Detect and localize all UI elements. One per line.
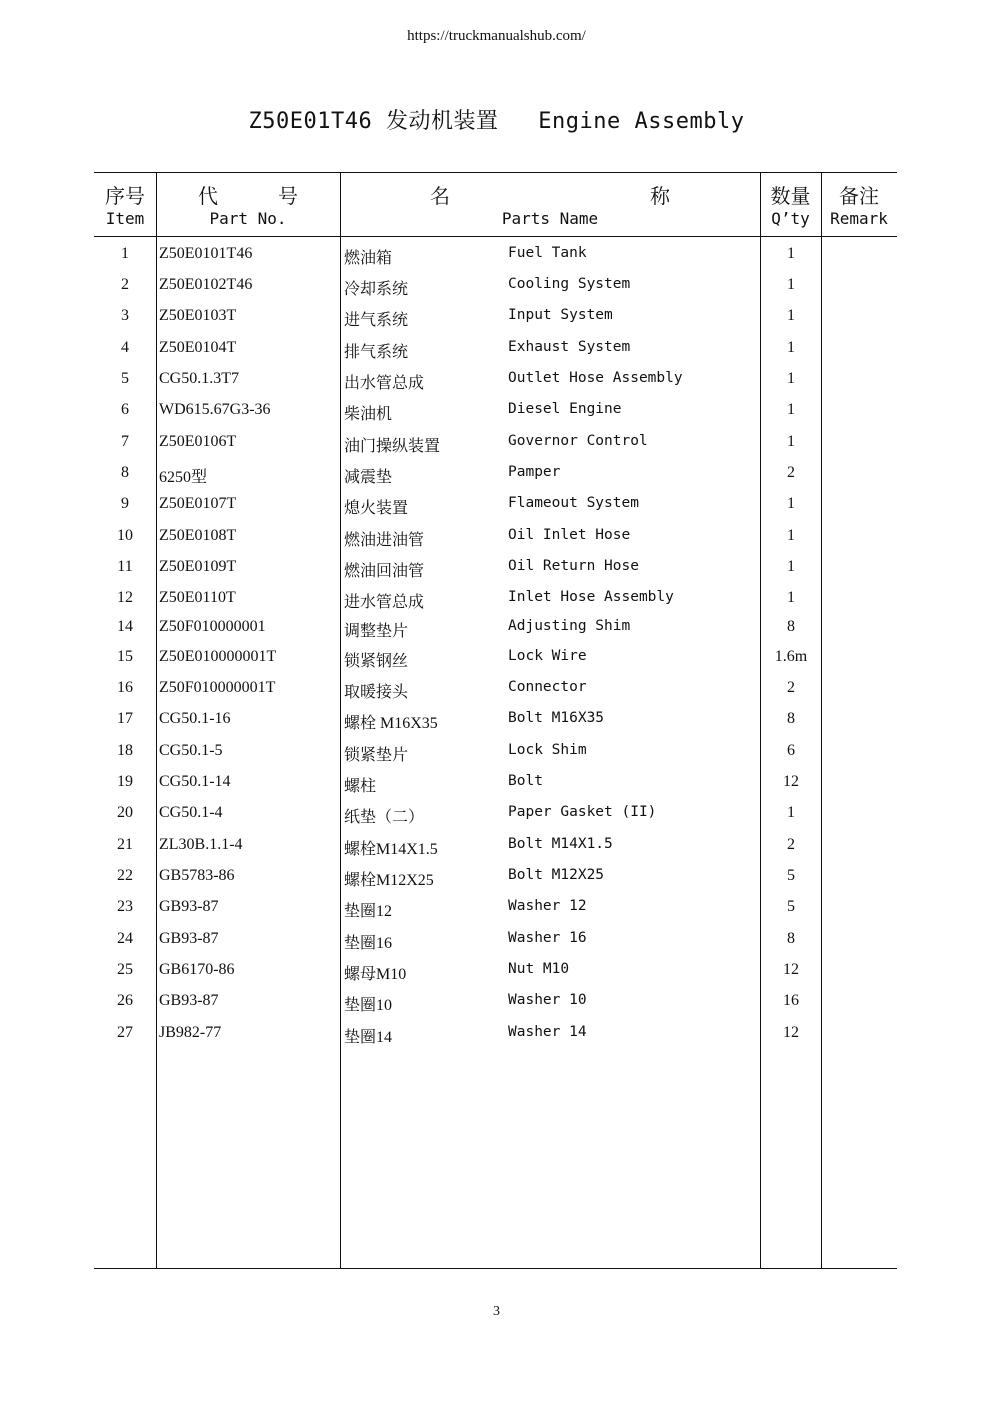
table-row <box>94 804 897 828</box>
cell-item: 4 <box>121 339 129 356</box>
cell-part-no: WD615.67G3-36 <box>159 401 271 418</box>
parts-table <box>94 172 897 1269</box>
cell-item: 7 <box>121 433 129 450</box>
cell-item: 27 <box>117 1024 133 1041</box>
cell-part-no: Z50E0108T <box>159 527 237 544</box>
header-item-en: Item <box>105 209 145 228</box>
cell-name-en: Governor Control <box>508 433 648 449</box>
table-row <box>94 1024 897 1048</box>
cell-name-en: Bolt M14X1.5 <box>508 836 613 852</box>
cell-qty: 12 <box>783 961 799 978</box>
cell-name-cn: 柴油机 <box>344 406 393 423</box>
cell-name-cn: 锁紧钢丝 <box>344 653 409 670</box>
cell-name-en: Lock Shim <box>508 742 587 758</box>
table-row <box>94 307 897 331</box>
header-item-cn: 序号 <box>105 186 145 208</box>
table-row <box>94 495 897 519</box>
cell-item: 23 <box>117 898 133 915</box>
page-title <box>0 104 993 135</box>
header-qty-cn: 数量 <box>770 186 811 208</box>
cell-item: 3 <box>121 307 129 324</box>
table-row <box>94 773 897 797</box>
table-row <box>94 930 897 954</box>
cell-name-en: Bolt M16X35 <box>508 710 605 726</box>
cell-part-no: Z50E0104T <box>159 339 237 356</box>
table-row <box>94 742 897 766</box>
cell-item: 19 <box>117 773 133 790</box>
cell-name-en: Adjusting Shim <box>508 618 631 634</box>
cell-name-en: Input System <box>508 307 613 323</box>
cell-qty: 8 <box>787 710 795 727</box>
cell-qty: 1 <box>787 339 795 356</box>
table-row <box>94 527 897 551</box>
header-part-cn: 代 号 <box>198 186 298 208</box>
cell-part-no: CG50.1-4 <box>159 804 223 821</box>
page-number: 3 <box>493 1304 500 1319</box>
cell-name-cn: 燃油回油管 <box>344 563 425 580</box>
cell-qty: 1 <box>787 558 795 575</box>
cell-part-no: GB6170-86 <box>159 961 235 978</box>
source-url: https://truckmanualshub.com/ <box>407 28 586 44</box>
table-row <box>94 464 897 488</box>
cell-part-no: Z50E0106T <box>159 433 237 450</box>
cell-part-no: 6250型 <box>159 469 208 486</box>
cell-item: 2 <box>121 276 129 293</box>
cell-name-en: Bolt M12X25 <box>508 867 605 883</box>
cell-name-en: Paper Gasket (II) <box>508 804 657 820</box>
cell-name-cn: 出水管总成 <box>344 375 425 392</box>
cell-item: 20 <box>117 804 133 821</box>
table-row <box>94 276 897 300</box>
cell-name-en: Exhaust System <box>508 339 631 355</box>
cell-part-no: GB5783-86 <box>159 867 235 884</box>
cell-qty: 1 <box>787 527 795 544</box>
table-row <box>94 339 897 363</box>
table-row <box>94 992 897 1016</box>
cell-qty: 16 <box>783 992 799 1009</box>
cell-part-no: Z50E0110T <box>159 589 236 606</box>
cell-part-no: Z50E010000001T <box>159 648 277 665</box>
table-row <box>94 679 897 703</box>
header-name-cn: 名 称 <box>430 186 670 208</box>
cell-qty: 1.6m <box>774 648 808 665</box>
cell-name-en: Inlet Hose Assembly <box>508 589 674 605</box>
table-row <box>94 245 897 269</box>
cell-name-en: Bolt <box>508 773 543 789</box>
table-row <box>94 589 897 613</box>
cell-qty: 5 <box>787 867 795 884</box>
cell-name-en: Lock Wire <box>508 648 587 664</box>
cell-name-cn: 螺栓M12X25 <box>344 872 434 889</box>
cell-item: 6 <box>121 401 129 418</box>
cell-part-no: Z50E0109T <box>159 558 237 575</box>
cell-part-no: CG50.1-14 <box>159 773 231 790</box>
cell-part-no: Z50E0107T <box>159 495 237 512</box>
cell-name-cn: 燃油箱 <box>344 250 393 267</box>
cell-name-en: Pamper <box>508 464 561 480</box>
cell-name-en: Nut M10 <box>508 961 570 977</box>
cell-item: 25 <box>117 961 133 978</box>
cell-name-cn: 进气系统 <box>344 312 409 329</box>
cell-part-no: Z50F010000001T <box>159 679 276 696</box>
cell-part-no: CG50.1-16 <box>159 710 231 727</box>
table-row <box>94 648 897 672</box>
cell-item: 17 <box>117 710 133 727</box>
cell-part-no: GB93-87 <box>159 930 219 947</box>
cell-qty: 1 <box>787 433 795 450</box>
cell-qty: 6 <box>787 742 795 759</box>
cell-name-cn: 螺母M10 <box>344 966 407 983</box>
cell-part-no: CG50.1-5 <box>159 742 223 759</box>
cell-name-en: Washer 10 <box>508 992 587 1008</box>
cell-name-cn: 螺栓M14X1.5 <box>344 841 438 858</box>
cell-qty: 1 <box>787 370 795 387</box>
cell-name-cn: 油门操纵装置 <box>344 438 441 455</box>
header-remark-cn: 备注 <box>839 186 879 208</box>
header-remark-en: Remark <box>830 209 888 228</box>
title-cn: 发动机装置 <box>386 109 499 134</box>
table-row <box>94 433 897 457</box>
table-row <box>94 618 897 642</box>
table-row <box>94 370 897 394</box>
title-en: Engine Assembly <box>538 109 745 134</box>
cell-qty: 2 <box>787 464 795 481</box>
table-row <box>94 867 897 891</box>
cell-item: 26 <box>117 992 133 1009</box>
cell-qty: 1 <box>787 307 795 324</box>
table-row <box>94 836 897 860</box>
cell-part-no: CG50.1.3T7 <box>159 370 239 387</box>
cell-item: 15 <box>117 648 133 665</box>
cell-qty: 1 <box>787 276 795 293</box>
cell-item: 1 <box>121 245 129 262</box>
cell-name-en: Washer 14 <box>508 1024 587 1040</box>
header-qty-en: Q’ty <box>771 209 810 228</box>
cell-item: 12 <box>117 589 133 606</box>
cell-name-cn: 垫圈14 <box>344 1029 393 1046</box>
cell-qty: 1 <box>787 804 795 821</box>
cell-part-no: Z50F010000001 <box>159 618 266 635</box>
cell-part-no: JB982-77 <box>159 1024 222 1041</box>
cell-name-en: Connector <box>508 679 587 695</box>
cell-name-en: Oil Return Hose <box>508 558 639 574</box>
cell-name-cn: 调整垫片 <box>344 623 409 640</box>
cell-part-no: GB93-87 <box>159 898 219 915</box>
cell-qty: 8 <box>787 930 795 947</box>
cell-qty: 1 <box>787 401 795 418</box>
cell-name-en: Flameout System <box>508 495 639 511</box>
cell-name-cn: 减震垫 <box>344 469 393 486</box>
cell-name-cn: 取暖接头 <box>344 684 409 701</box>
table-row <box>94 898 897 922</box>
cell-qty: 2 <box>787 679 795 696</box>
cell-name-cn: 排气系统 <box>344 344 409 361</box>
cell-name-en: Diesel Engine <box>508 401 622 417</box>
table-row <box>94 401 897 425</box>
cell-part-no: ZL30B.1.1-4 <box>159 836 243 853</box>
cell-qty: 8 <box>787 618 795 635</box>
cell-name-en: Oil Inlet Hose <box>508 527 631 543</box>
cell-qty: 2 <box>787 836 795 853</box>
table-row <box>94 961 897 985</box>
title-code: Z50E01T46 <box>248 109 373 134</box>
cell-item: 14 <box>117 618 133 635</box>
cell-part-no: Z50E0103T <box>159 307 237 324</box>
cell-qty: 12 <box>783 1024 799 1041</box>
cell-item: 21 <box>117 836 133 853</box>
cell-qty: 5 <box>787 898 795 915</box>
cell-item: 10 <box>117 527 133 544</box>
cell-item: 18 <box>117 742 133 759</box>
cell-qty: 1 <box>787 495 795 512</box>
cell-item: 5 <box>121 370 129 387</box>
cell-name-en: Fuel Tank <box>508 245 587 261</box>
header-divider <box>94 236 897 237</box>
cell-name-en: Washer 12 <box>508 898 587 914</box>
cell-name-en: Cooling System <box>508 276 631 292</box>
cell-item: 24 <box>117 930 133 947</box>
cell-name-cn: 垫圈10 <box>344 997 393 1014</box>
cell-item: 8 <box>121 464 129 481</box>
cell-name-cn: 燃油进油管 <box>344 532 425 549</box>
cell-qty: 1 <box>787 245 795 262</box>
cell-name-cn: 锁紧垫片 <box>344 747 409 764</box>
table-row <box>94 558 897 582</box>
cell-name-cn: 进水管总成 <box>344 594 425 611</box>
cell-item: 22 <box>117 867 133 884</box>
cell-part-no: GB93-87 <box>159 992 219 1009</box>
cell-name-en: Washer 16 <box>508 930 587 946</box>
cell-name-cn: 垫圈16 <box>344 935 393 952</box>
cell-item: 11 <box>117 558 133 575</box>
cell-name-cn: 熄火装置 <box>344 500 409 517</box>
header-part-en: Part No. <box>209 209 287 228</box>
cell-name-cn: 冷却系统 <box>344 281 409 298</box>
cell-name-en: Outlet Hose Assembly <box>508 370 683 386</box>
cell-part-no: Z50E0102T46 <box>159 276 253 293</box>
cell-item: 16 <box>117 679 133 696</box>
cell-name-cn: 螺柱 <box>344 778 377 795</box>
cell-qty: 1 <box>787 589 795 606</box>
cell-name-cn: 螺栓 M16X35 <box>344 715 438 732</box>
header-name-en: Parts Name <box>501 209 599 228</box>
cell-name-cn: 垫圈12 <box>344 903 393 920</box>
table-row <box>94 710 897 734</box>
cell-qty: 12 <box>783 773 799 790</box>
cell-part-no: Z50E0101T46 <box>159 245 253 262</box>
cell-name-cn: 纸垫（二） <box>344 809 425 826</box>
cell-item: 9 <box>121 495 129 512</box>
